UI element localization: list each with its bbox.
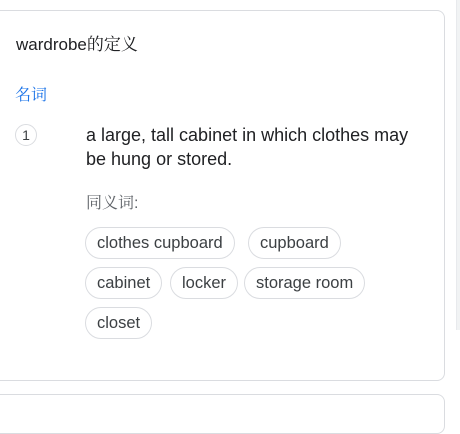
synonym-chip[interactable]: cupboard [248, 227, 341, 259]
sense-number-badge: 1 [15, 124, 37, 146]
next-card [0, 394, 445, 434]
definition-text: a large, tall cabinet in which clothes may be hung or stored. [86, 125, 409, 169]
scrollbar-track[interactable] [456, 0, 460, 330]
synonym-chip[interactable]: locker [170, 267, 238, 299]
synonym-chip[interactable]: storage room [244, 267, 365, 299]
part-of-speech: 名词 [15, 87, 48, 104]
synonym-chip[interactable]: clothes cupboard [85, 227, 235, 259]
synonyms-label: 同义词: [86, 195, 139, 212]
entry-title: wardrobe的定义 [16, 35, 138, 54]
definition-card [0, 10, 445, 381]
synonym-chip[interactable]: closet [85, 307, 152, 339]
synonym-chip[interactable]: cabinet [85, 267, 162, 299]
